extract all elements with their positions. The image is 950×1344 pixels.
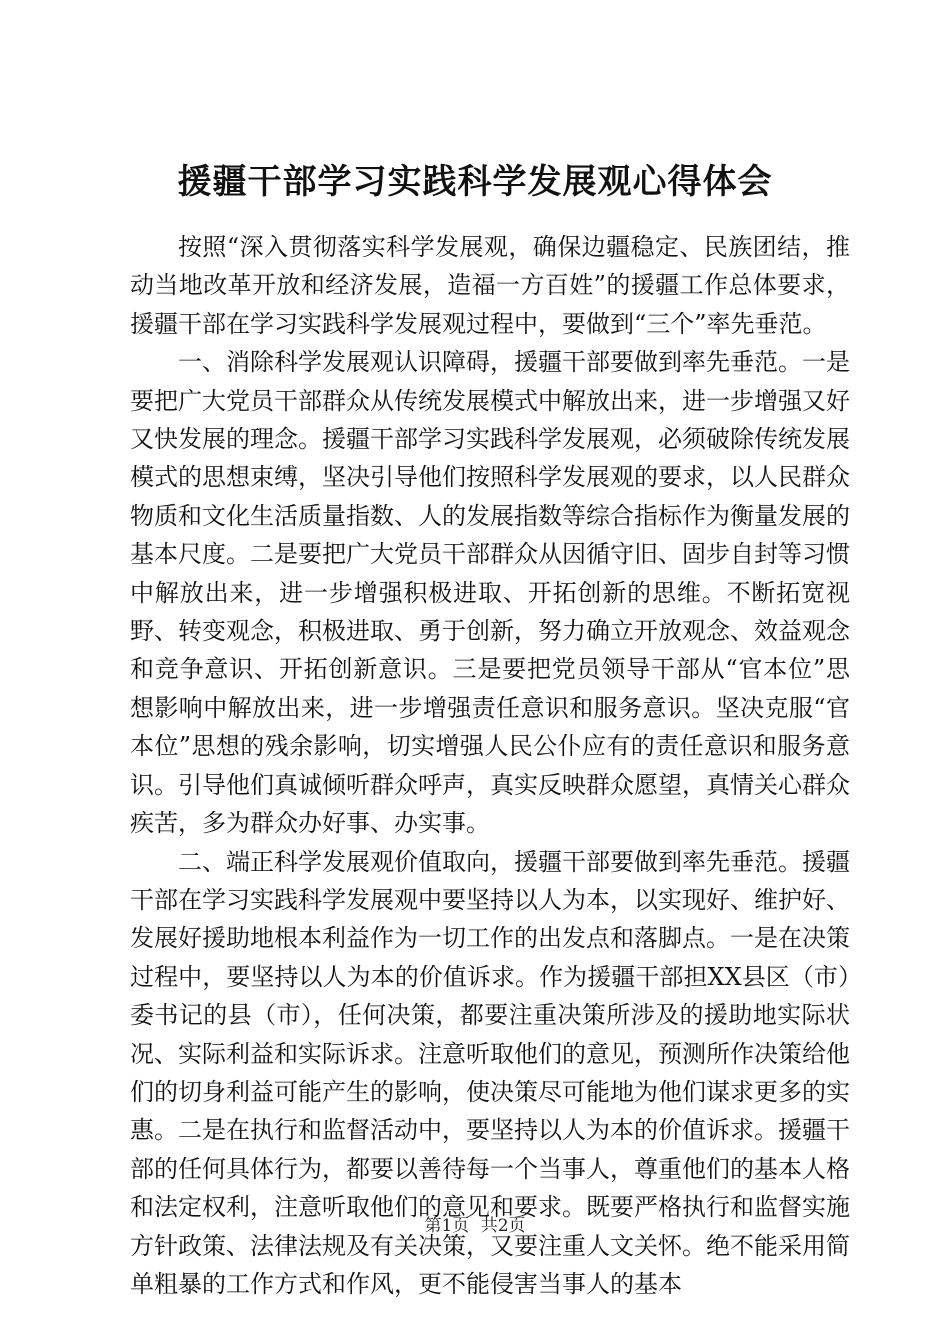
paragraph-section-2: 二、端正科学发展观价值取向，援疆干部要做到率先垂范。援疆干部在学习实践科学发展观中要坚持以人为本，以实现好、维护好、发展好援助地根本利益作为一切工作的出发点和落脚点。一是在决策过程中，要坚持以人为本的价值诉求。作为援疆干部担XX县区（市）委书记的县（市），任何决策，都要注重决策所涉及的援助地实际状况、实际利益和实际诉求。注意听取他们的意见，预测所作决策给他们的切身利益可能产生的影响，使决策尽可能地为他们谋求更多的实惠。二是在执行和监督活动中，要坚持以人为本的价值诉求。援疆干部的任何具体行为，都要以善待每一个当事人，尊重他们的基本人格和法定权利，注意听取他们的意见和要求。既要严格执行和监督实施方针政策、法律法规及有关决策，又要注重人文关怀。绝不能采用简单粗暴的工作方式和作风，更不能侵害当事人的基本	[130, 847, 850, 1298]
document-title: 援疆干部学习实践科学发展观心得体会	[177, 162, 773, 202]
page-total: 共2页	[480, 1216, 526, 1236]
page-footer	[0, 1214, 950, 1238]
page-number: 第1页	[424, 1216, 470, 1236]
document-body	[130, 228, 850, 1303]
paragraph-section-1: 一、消除科学发展观认识障碍，援疆干部要做到率先垂范。一是要把广大党员干部群众从传统发展模式中解放出来，进一步增强又好又快发展的理念。援疆干部学习实践科学发展观，必须破除传统发展模式的思想束缚，坚决引导他们按照科学发展观的要求，以人民群众物质和文化生活质量指数、人的发展指数等综合指标作为衡量发展的基本尺度。二是要把广大党员干部群众从因循守旧、固步自封等习惯中解放出来，进一步增强积极进取、开拓创新的思维。不断拓宽视野、转变观念，积极进取、勇于创新，努力确立开放观念、效益观念和竞争意识、开拓创新意识。三是要把党员领导干部从“官本位”思想影响中解放出来，进一步增强责任意识和服务意识。坚决克服“官本位”思想的残余影响，切实增强人民公仆应有的责任意识和服务意识。引导他们真诚倾听群众呼声，真实反映群众愿望，真情关心群众疾苦，多为群众办好事、办实事。	[130, 348, 850, 838]
paragraph-intro: 按照“深入贯彻落实科学发展观，确保边疆稳定、民族团结，推动当地改革开放和经济发展，造福一方百姓”的援疆工作总体要求，援疆干部在学习实践科学发展观过程中，要做到“三个”率先垂范。	[130, 233, 850, 338]
